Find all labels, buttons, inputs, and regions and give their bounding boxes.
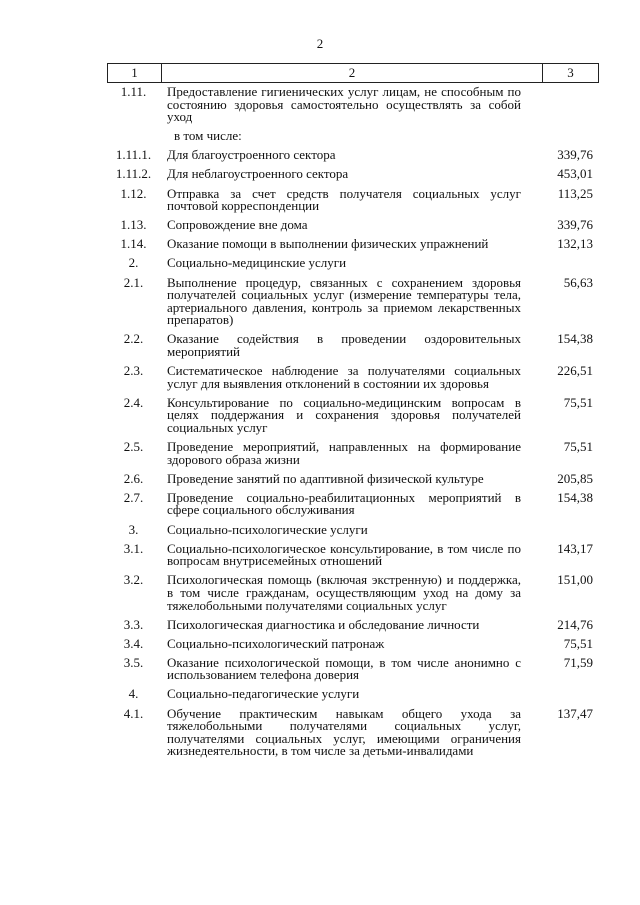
row-text: Проведение социально-реабилитационных мероприятий в сфере социального обслуживания (167, 489, 521, 518)
row-text: Для неблагоустроенного сектора (167, 166, 349, 182)
row-text: Сопровождение вне дома (167, 217, 308, 233)
table-row (107, 365, 599, 390)
row-text: Оказание психологической помощи, в том числе анонимно с использованием телефона доверия (167, 654, 521, 683)
row-number: 4. (128, 686, 139, 702)
table-row (107, 635, 599, 651)
row-text: Систематическое наблюдение за получателями социальных услуг для выявления отклонений в состоянии их здоровья (167, 363, 521, 391)
row-number: 1.13. (120, 217, 147, 233)
row-value: 137,47 (557, 705, 593, 721)
row-number: 2.1. (123, 274, 144, 290)
row-text: Психологическая диагностика и обследование личности (167, 616, 480, 632)
table-row (107, 130, 599, 143)
table-row (107, 441, 599, 466)
row-text: Проведение занятий по адаптивной физической культуре (167, 470, 484, 486)
row-text: Оказание помощи в выполнении физических упражнений (167, 236, 489, 252)
page-number: 2 (316, 36, 324, 51)
row-text: Социально-педагогические услуги (167, 686, 360, 702)
row-number: 3.5. (123, 654, 144, 670)
row-value (521, 86, 599, 124)
row-value: 226,51 (557, 363, 593, 379)
row-text: Для благоустроенного сектора (167, 147, 336, 163)
table-row (107, 489, 599, 518)
row-value: 154,38 (557, 489, 593, 505)
row-number: 3. (128, 521, 139, 537)
row-value: 339,76 (557, 217, 593, 233)
row-value: 151,00 (557, 572, 593, 588)
row-value: 113,25 (557, 185, 593, 201)
row-number: 3.4. (123, 635, 144, 651)
table-row (107, 470, 599, 486)
row-number: 2.2. (123, 331, 144, 347)
table-row (107, 257, 599, 270)
row-text: Психологическая помощь (включая экстренную) и поддержка, в том числе гражданам, осуществляющим уход на дому за тяжелобольными получателями социальных услуг (167, 572, 521, 613)
row-number: 2.7. (123, 489, 144, 505)
row-text: Проведение мероприятий, направленных на формирование здорового образа жизни (167, 439, 521, 467)
row-number: 1.11.2. (115, 166, 152, 182)
row-value (521, 257, 599, 270)
table-row (107, 688, 599, 701)
row-number: 4.1. (123, 705, 144, 721)
table-row (107, 238, 599, 251)
row-value: 205,85 (557, 470, 593, 486)
row-value (528, 130, 599, 143)
row-number: 1.11. (120, 84, 147, 99)
row-text: Социально-психологические услуги (167, 521, 368, 537)
table-row (107, 654, 599, 683)
table-row (107, 274, 599, 328)
table-row (107, 705, 599, 759)
row-value: 71,59 (563, 654, 593, 670)
row-text: Социально-психологический патронаж (167, 635, 385, 651)
row-value: 339,76 (557, 147, 593, 163)
row-value: 214,76 (557, 616, 593, 632)
row-text: Социально-медицинские услуги (167, 255, 347, 271)
row-text: Предоставление гигиенических услуг лицам, не способным по состоянию здоровья самостоятельно осуществлять за собой уход (167, 84, 521, 125)
row-number: 3.2. (123, 572, 144, 588)
table-row (107, 540, 599, 569)
table-row (107, 149, 599, 162)
row-number: 3.1. (123, 540, 144, 556)
row-value: 453,01 (557, 166, 593, 182)
services-table-body (107, 86, 599, 764)
row-number: 3.3. (123, 616, 144, 632)
row-text: Оказание содействия в проведении оздоровительных мероприятий (167, 331, 521, 359)
row-number: 1.12. (120, 185, 147, 201)
header-col-1: 1 (108, 64, 162, 82)
row-number: 1.11.1. (115, 147, 152, 163)
row-number: 2.5. (123, 439, 144, 455)
table-row (107, 333, 599, 358)
row-text: Консультирование по социально-медицинским вопросам в целях поддержания и сохранения здоровья получателей социальных услуг (167, 394, 521, 435)
row-value (521, 524, 599, 537)
row-text: в том числе: (174, 128, 242, 144)
row-number: 2.6. (123, 470, 144, 486)
table-row (107, 616, 599, 632)
row-number: 2. (128, 255, 139, 271)
header-col-2: 2 (162, 64, 543, 82)
table-row (107, 574, 599, 612)
row-text: Обучение практическим навыкам общего ухода за тяжелобольными получателями социальных услуг, получателями социальных услуг, имеющими ограничения жизнедеятельности, в том числе за детьми-инвалидами (167, 705, 521, 759)
table-row (107, 185, 599, 214)
row-text: Отправка за счет средств получателя социальных услуг почтовой корреспонденции (167, 185, 521, 214)
row-number (107, 130, 160, 143)
row-value: 75,51 (563, 635, 593, 651)
row-value (521, 688, 599, 701)
table-row (107, 394, 599, 435)
table-row (107, 219, 599, 232)
row-value: 75,51 (563, 394, 593, 410)
row-value: 154,38 (557, 331, 593, 347)
table-header (107, 63, 599, 83)
row-number: 2.4. (123, 394, 144, 410)
table-row (107, 168, 599, 181)
header-col-3: 3 (567, 65, 574, 80)
row-number: 2.3. (123, 363, 144, 379)
row-value: 143,17 (557, 540, 593, 556)
row-value: 75,51 (563, 439, 593, 455)
row-number: 1.14. (120, 236, 147, 252)
row-text: Выполнение процедур, связанных с сохранением здоровья получателей социальных услуг (измерение температуры тела, артериального давления, контроль за приемом лекарственных препаратов) (167, 274, 521, 328)
table-row (107, 521, 599, 537)
table-row (107, 86, 599, 124)
row-value: 56,63 (563, 274, 593, 290)
row-text: Социально-психологическое консультирование, в том числе по вопросам внутрисемейных отношений (167, 540, 521, 569)
row-value: 132,13 (557, 236, 593, 252)
